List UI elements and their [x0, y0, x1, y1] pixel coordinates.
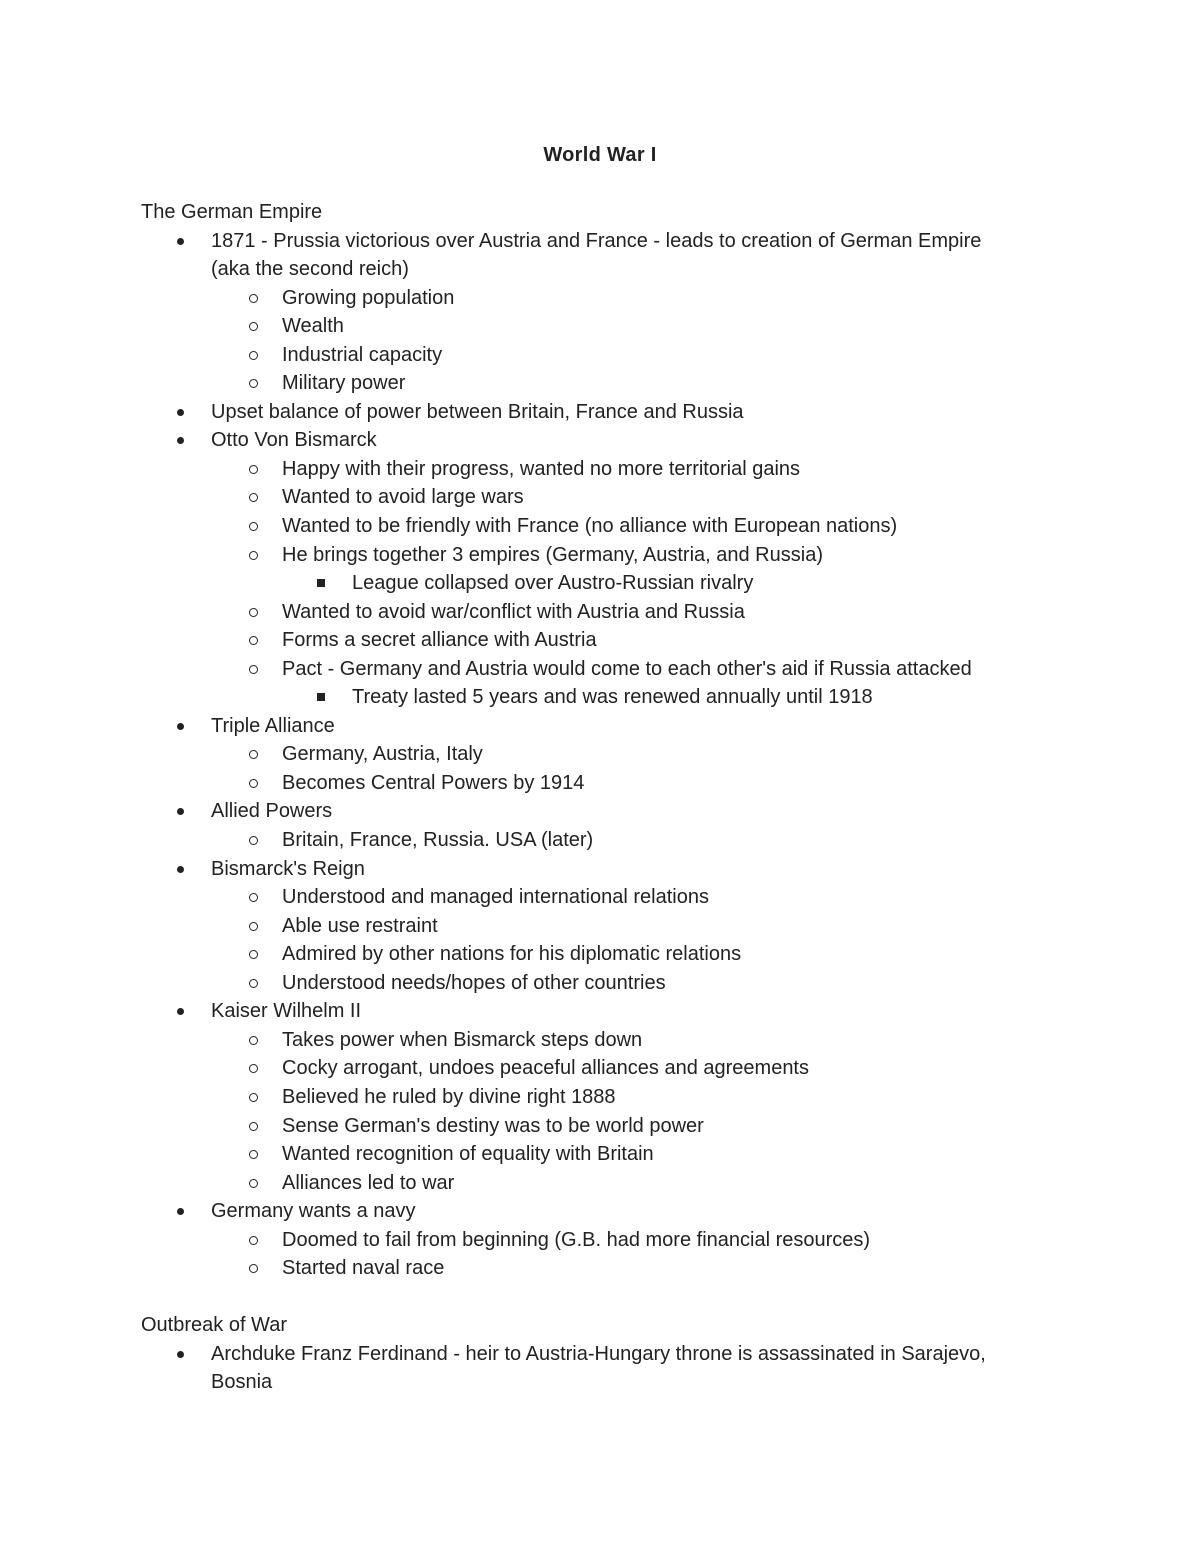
hollow-circle-icon: [249, 294, 258, 303]
list-item: [141, 1169, 1101, 1198]
filled-disc-icon: [177, 409, 184, 416]
list-item-text: Archduke Franz Ferdinand - heir to Austria-Hungary throne is assassinated in Sarajevo,: [211, 1342, 986, 1365]
hollow-circle-icon: [249, 836, 258, 845]
list-item: [141, 712, 1101, 741]
list-item: [141, 227, 1101, 256]
list-item-text: Wanted recognition of equality with Britain: [282, 1143, 654, 1166]
list-item-text: Wealth: [282, 315, 344, 338]
list-item: [141, 1140, 1101, 1169]
list-item-text: Alliances led to war: [282, 1171, 455, 1194]
hollow-circle-icon: [249, 1179, 258, 1188]
list-item-text: Triple Alliance: [211, 714, 335, 737]
hollow-circle-icon: [249, 522, 258, 531]
list-item-continuation: [141, 1368, 1101, 1397]
document-title: World War I: [543, 144, 657, 166]
filled-disc-icon: [177, 238, 184, 245]
list-item: [141, 1026, 1101, 1055]
list-item: [141, 1340, 1101, 1369]
list-item-text: Cocky arrogant, undoes peaceful alliances and agreements: [282, 1057, 809, 1080]
list-item-text: Allied Powers: [211, 800, 333, 823]
list-item-text: Doomed to fail from beginning (G.B. had more financial resources): [282, 1228, 871, 1251]
filled-disc-icon: [177, 437, 184, 444]
list-item: [141, 284, 1101, 313]
hollow-circle-icon: [249, 1036, 258, 1045]
list-item-text: Understood and managed international relations: [282, 886, 709, 909]
section-heading: Outbreak of War: [141, 1314, 287, 1337]
list-item: [141, 883, 1101, 912]
list-item: [141, 1054, 1101, 1083]
list-item: [141, 569, 1101, 598]
hollow-circle-icon: [249, 779, 258, 788]
filled-disc-icon: [177, 1208, 184, 1215]
list-item: [141, 426, 1101, 455]
list-item: [141, 940, 1101, 969]
section-spacer: [141, 1283, 1101, 1312]
hollow-circle-icon: [249, 351, 258, 360]
filled-disc-icon: [177, 808, 184, 815]
list-item: [141, 797, 1101, 826]
list-item: [141, 1197, 1101, 1226]
list-item-text: Kaiser Wilhelm II: [211, 1000, 362, 1023]
filled-disc-icon: [177, 723, 184, 730]
list-item: [141, 655, 1101, 684]
hollow-circle-icon: [249, 379, 258, 388]
filled-disc-icon: [177, 1008, 184, 1015]
list-item: [141, 598, 1101, 627]
list-item-text: Admired by other nations for his diplomatic relations: [282, 943, 742, 966]
list-item-text: Germany, Austria, Italy: [282, 743, 483, 766]
hollow-circle-icon: [249, 493, 258, 502]
hollow-circle-icon: [249, 750, 258, 759]
list-item-text: 1871 - Prussia victorious over Austria and France - leads to creation of German Empire: [211, 229, 982, 252]
list-item-text: Happy with their progress, wanted no more territorial gains: [282, 457, 801, 480]
hollow-circle-icon: [249, 1093, 258, 1102]
hollow-circle-icon: [249, 979, 258, 988]
list-item-text: Takes power when Bismarck steps down: [282, 1028, 643, 1051]
list-item-text: Britain, France, Russia. USA (later): [282, 829, 594, 852]
hollow-circle-icon: [249, 322, 258, 331]
list-item: [141, 483, 1101, 512]
list-item: [141, 997, 1101, 1026]
filled-square-icon: [317, 579, 325, 587]
hollow-circle-icon: [249, 1264, 258, 1273]
list-item: [141, 1226, 1101, 1255]
filled-disc-icon: [177, 1351, 184, 1358]
list-item-text: Wanted to avoid war/conflict with Austria and Russia: [282, 600, 745, 623]
list-item-text: Bosnia: [211, 1371, 273, 1394]
list-item-text: Bismarck's Reign: [211, 857, 365, 880]
list-item: [141, 1112, 1101, 1141]
hollow-circle-icon: [249, 1122, 258, 1131]
list-item-text: Pact - Germany and Austria would come to each other's aid if Russia attacked: [282, 657, 972, 680]
list-item: [141, 1254, 1101, 1283]
hollow-circle-icon: [249, 608, 258, 617]
list-item-text: Forms a secret alliance with Austria: [282, 629, 597, 652]
list-item-continuation: [141, 255, 1101, 284]
list-item: [141, 312, 1101, 341]
list-item-text: Sense German's destiny was to be world power: [282, 1114, 704, 1137]
hollow-circle-icon: [249, 1236, 258, 1245]
list-item: [141, 769, 1101, 798]
hollow-circle-icon: [249, 665, 258, 674]
list-item-text: Industrial capacity: [282, 343, 443, 366]
list-item: [141, 369, 1101, 398]
list-item-text: Military power: [282, 372, 406, 395]
list-item: [141, 512, 1101, 541]
list-item-text: Believed he ruled by divine right 1888: [282, 1085, 616, 1108]
list-item: [141, 969, 1101, 998]
list-item-text: Started naval race: [282, 1257, 445, 1280]
list-item-text: Upset balance of power between Britain, France and Russia: [211, 400, 744, 423]
list-item: [141, 455, 1101, 484]
list-item: [141, 912, 1101, 941]
filled-square-icon: [317, 693, 325, 701]
document-body: [141, 198, 1101, 1397]
section-heading: The German Empire: [141, 201, 323, 223]
hollow-circle-icon: [249, 1064, 258, 1073]
list-item-text: He brings together 3 empires (Germany, Austria, and Russia): [282, 543, 823, 566]
hollow-circle-icon: [249, 465, 258, 474]
hollow-circle-icon: [249, 893, 258, 902]
list-item-text: League collapsed over Austro-Russian rivalry: [352, 572, 754, 595]
list-item-text: Wanted to avoid large wars: [282, 486, 524, 509]
list-item-text: Germany wants a navy: [211, 1200, 416, 1223]
hollow-circle-icon: [249, 950, 258, 959]
list-item-text: Understood needs/hopes of other countries: [282, 971, 666, 994]
list-item: [141, 541, 1101, 570]
filled-disc-icon: [177, 866, 184, 873]
list-item: [141, 626, 1101, 655]
list-item-text: Otto Von Bismarck: [211, 429, 377, 452]
list-item-text: Wanted to be friendly with France (no alliance with European nations): [282, 515, 898, 538]
hollow-circle-icon: [249, 636, 258, 645]
list-item-text: Able use restraint: [282, 914, 438, 937]
list-item: [141, 740, 1101, 769]
hollow-circle-icon: [249, 922, 258, 931]
hollow-circle-icon: [249, 551, 258, 560]
list-item: [141, 398, 1101, 427]
list-item: [141, 683, 1101, 712]
list-item-text: Becomes Central Powers by 1914: [282, 771, 585, 794]
list-item-text: Treaty lasted 5 years and was renewed annually until 1918: [352, 686, 873, 709]
list-item: [141, 1083, 1101, 1112]
list-item-text: (aka the second reich): [211, 258, 409, 281]
list-item-text: Growing population: [282, 286, 455, 309]
hollow-circle-icon: [249, 1150, 258, 1159]
list-item: [141, 855, 1101, 884]
list-item: [141, 341, 1101, 370]
list-item: [141, 826, 1101, 855]
